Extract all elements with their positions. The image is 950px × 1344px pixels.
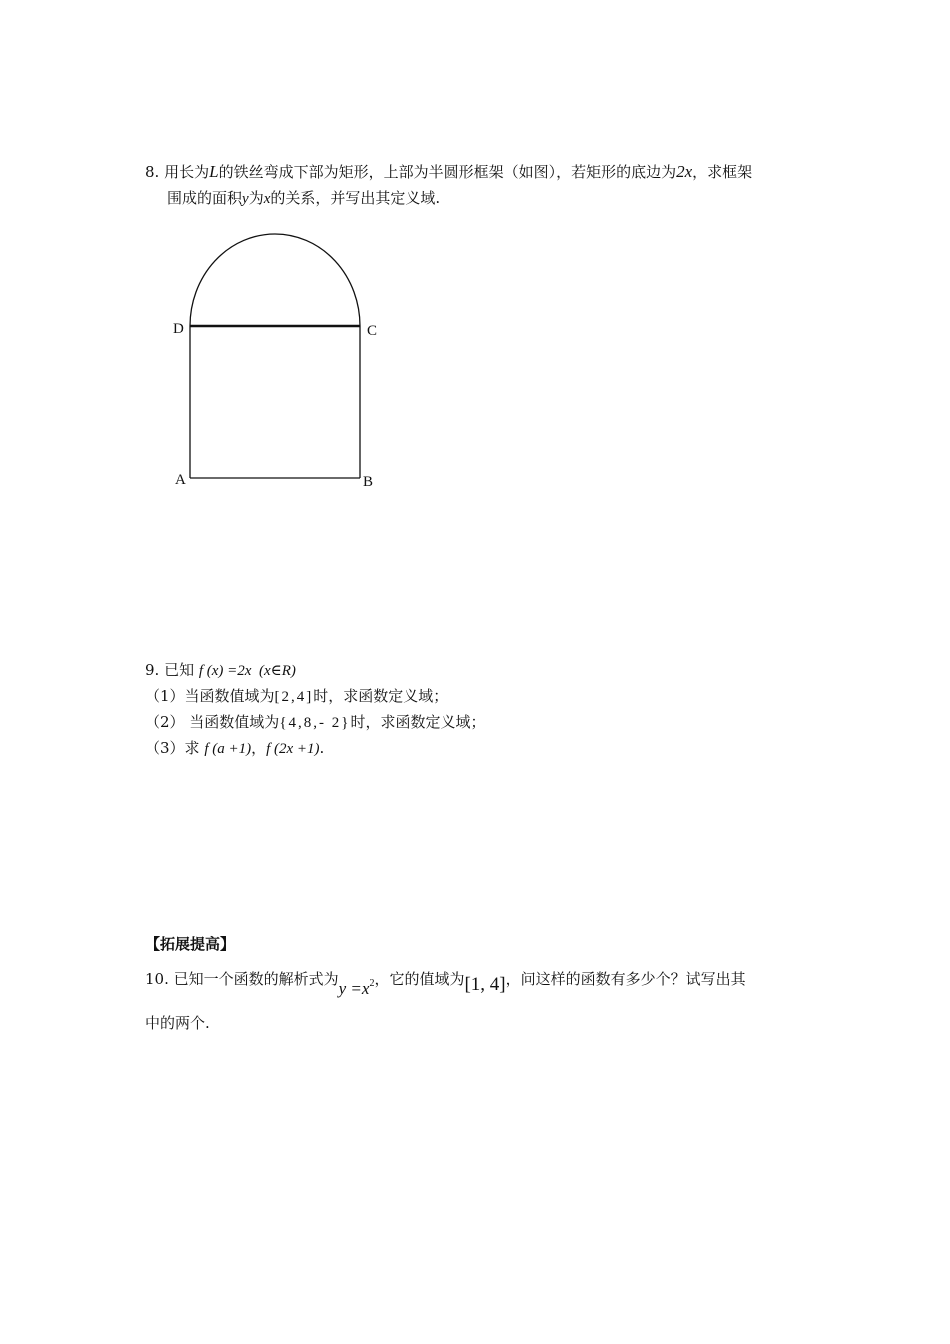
q9-head bbox=[145, 660, 296, 681]
q10-exponent: 2 bbox=[369, 978, 375, 989]
q8-figure bbox=[160, 225, 400, 500]
q9-p3-text-a: （3）求 bbox=[145, 739, 205, 757]
q8-text-a: 8. 用长为 bbox=[145, 163, 210, 181]
q9-p1-set: [2,4] bbox=[274, 689, 314, 705]
q9-p2-set: {4,8,- 2} bbox=[279, 715, 351, 731]
label-D: D bbox=[173, 321, 184, 337]
q9-p3-end: . bbox=[319, 739, 325, 757]
q10-text-a: 10. 已知一个函数的解析式为 bbox=[145, 970, 339, 988]
q8-var-2x: 2x bbox=[676, 162, 693, 181]
section-title: 【拓展提高】 bbox=[145, 935, 236, 953]
q10-text-b: ，它的值域为 bbox=[374, 970, 465, 988]
q8-line-1 bbox=[145, 162, 752, 182]
q9-text-a: 9. 已知 bbox=[145, 661, 199, 679]
q10-line-2: 中的两个. bbox=[145, 1014, 210, 1032]
q8-text-e: 为 bbox=[248, 189, 264, 207]
q9-part-2 bbox=[145, 712, 485, 733]
q9-expr: f (x) =2x (x∈R) bbox=[198, 663, 296, 679]
q9-p2-text-a: （2） 当函数值域为 bbox=[145, 713, 280, 731]
q9-p3-expr-2: f (2x +1) bbox=[266, 741, 320, 757]
q9-part-3 bbox=[145, 738, 324, 759]
q8-text-b: 的铁丝弯成下部为矩形，上部为半圆形框架（如图），若矩形的底边为 bbox=[218, 163, 677, 181]
q9-p3-expr-1: f (a +1) bbox=[204, 741, 252, 757]
q8-text-f: 的关系，并写出其定义域. bbox=[270, 189, 441, 207]
q9-part-1 bbox=[145, 686, 448, 707]
q10-text-c: ，问这样的函数有多少个？试写出其 bbox=[505, 970, 746, 988]
label-B: B bbox=[363, 474, 374, 490]
semicircle-arc bbox=[190, 234, 360, 326]
q9-p1-text-a: （1）当函数值域为 bbox=[145, 687, 275, 705]
q9-p2-text-b: 时，求函数定义域； bbox=[350, 713, 486, 731]
q10-range: [1, 4] bbox=[464, 974, 506, 995]
q8-var-y: y bbox=[242, 191, 249, 207]
label-A: A bbox=[175, 472, 186, 488]
q10-expr: $y =x^2$ bbox=[338, 978, 375, 998]
q8-text-d: 围成的面积 bbox=[167, 189, 243, 207]
q8-var-L: L bbox=[209, 162, 219, 181]
q10-line-1 bbox=[145, 964, 746, 998]
q8-text-c: ，求框架 bbox=[692, 163, 753, 181]
q9-p1-text-b: 时，求函数定义域； bbox=[313, 687, 449, 705]
q8-line-2 bbox=[167, 188, 440, 209]
q9-p3-sep: ， bbox=[251, 739, 267, 757]
q8-var-x: x bbox=[263, 191, 271, 207]
label-C: C bbox=[367, 323, 378, 339]
